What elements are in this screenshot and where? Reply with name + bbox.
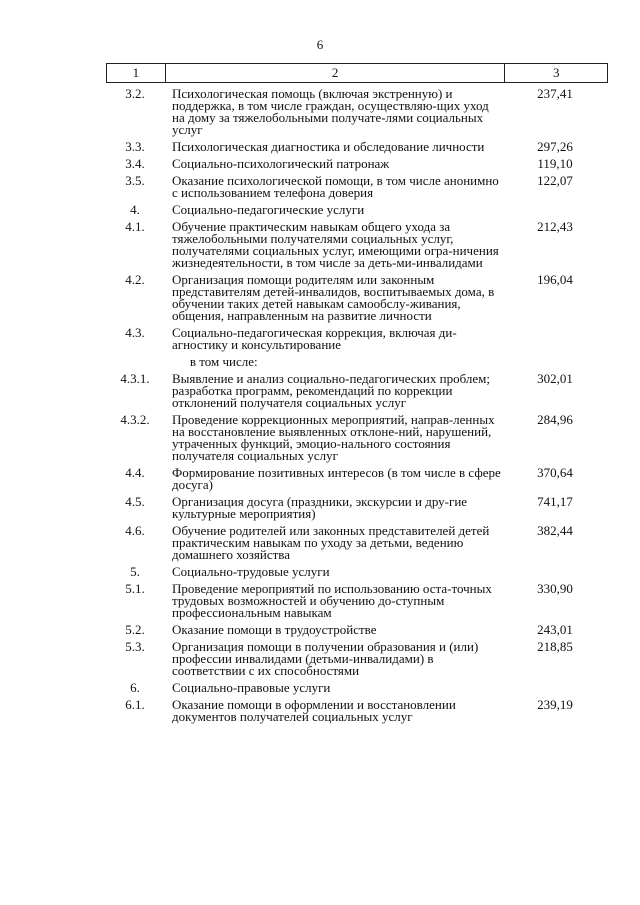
- table-row: [106, 327, 608, 351]
- table-row: [106, 274, 608, 322]
- table-row: [106, 583, 608, 619]
- table-row: [106, 641, 608, 677]
- row-description: в том числе:: [189, 354, 258, 369]
- row-value: [504, 327, 606, 351]
- row-number: 4.6.: [125, 523, 145, 538]
- row-value: 237,41: [537, 86, 573, 101]
- page-number: 6: [316, 37, 324, 52]
- row-value: [504, 566, 606, 578]
- row-description: Выявление и анализ социально-педагогических проблем; разработка программ, рекомендаций по коррекции отклонений получателя социальных услуг: [172, 371, 490, 410]
- table-header: [106, 63, 608, 83]
- row-value: 382,44: [537, 523, 573, 538]
- row-number: 4.5.: [125, 494, 145, 509]
- row-value: 119,10: [537, 156, 573, 171]
- row-number: 4.: [130, 202, 140, 217]
- row-number: 4.2.: [125, 272, 145, 287]
- table-row: [106, 373, 608, 409]
- table-row: [106, 414, 608, 462]
- row-number: 4.3.2.: [120, 412, 150, 427]
- row-number: 5.2.: [125, 622, 145, 637]
- table-row: [106, 356, 608, 368]
- row-value: 330,90: [537, 581, 573, 596]
- table-row: [106, 496, 608, 520]
- row-description: Обучение родителей или законных представителей детей практическим навыкам по уходу за детьми, ведению домашнего хозяйства: [172, 523, 490, 562]
- row-number: 3.3.: [125, 139, 145, 154]
- row-description: Психологическая диагностика и обследование личности: [172, 139, 485, 154]
- row-value: 122,07: [537, 173, 573, 188]
- table-row: [106, 204, 608, 216]
- row-description: Организация досуга (праздники, экскурсии и дру-гие культурные мероприятия): [172, 494, 468, 521]
- row-number: 3.2.: [125, 86, 145, 101]
- table-row: [106, 699, 608, 723]
- row-number: 4.3.: [125, 325, 145, 340]
- row-number: 3.5.: [125, 173, 145, 188]
- header-col-1: 1: [107, 64, 166, 82]
- row-value: [504, 682, 606, 694]
- table-row: [106, 624, 608, 636]
- row-description: Оказание помощи в оформлении и восстановлении документов получателей социальных услуг: [172, 697, 456, 724]
- table-row: [106, 175, 608, 199]
- row-value: 243,01: [537, 622, 573, 637]
- row-description: Социально-трудовые услуги: [172, 564, 330, 579]
- row-number: 5.1.: [125, 581, 145, 596]
- row-value: 218,85: [537, 639, 573, 654]
- row-description: Организация помощи в получении образования и (или) профессии инвалидами (детьми-инвалидами) в соответствии с их способностями: [172, 639, 479, 678]
- row-value: 196,04: [537, 272, 573, 287]
- row-description: Проведение коррекционных мероприятий, направ-ленных на восстановление выявленных отклоне-ний, нарушений, утраченных функций, эмоцио-нального состояния получателя социальных услуг: [172, 412, 495, 463]
- services-table: [106, 63, 608, 723]
- row-description: Оказание помощи в трудоустройстве: [172, 622, 377, 637]
- table-row: [106, 221, 608, 269]
- row-description: Социально-педагогическая коррекция, включая ди-агностику и консультирование: [172, 325, 457, 352]
- row-number: 4.1.: [125, 219, 145, 234]
- row-description: Проведение мероприятий по использованию оста-точных трудовых возможностей и обучению до-ступным профессиональным навыкам: [172, 581, 492, 620]
- row-number: 5.: [130, 564, 140, 579]
- row-value: 297,26: [537, 139, 573, 154]
- row-description: Социально-правовые услуги: [172, 680, 331, 695]
- row-number: 6.1.: [125, 697, 145, 712]
- table-row: [106, 158, 608, 170]
- row-value: 284,96: [537, 412, 573, 427]
- row-description: Организация помощи родителям или законным представителям детей-инвалидов, воспитываемых дома, в обучении таких детей навыкам самообслу-живания, общения, направленным на развитие личности: [172, 272, 495, 323]
- row-value: 239,19: [537, 697, 573, 712]
- table-row: [106, 88, 608, 136]
- header-col-2: 2: [166, 64, 506, 82]
- table-row: [106, 566, 608, 578]
- table-body: [106, 88, 608, 723]
- row-description: Социально-педагогические услуги: [172, 202, 365, 217]
- header-col-3: 3: [552, 65, 560, 80]
- row-value: 302,01: [537, 371, 573, 386]
- row-number: 6.: [130, 680, 140, 695]
- row-number: 4.3.1.: [120, 371, 150, 386]
- row-description: Психологическая помощь (включая экстренную) и поддержка, в том числе граждан, осуществляю-щих уход на дому за тяжелобольными получате-лями социальных услуг: [172, 86, 489, 137]
- row-description: Формирование позитивных интересов (в том числе в сфере досуга): [172, 465, 501, 492]
- row-number: 3.4.: [125, 156, 145, 171]
- table-row: [106, 467, 608, 491]
- row-number: 5.3.: [125, 639, 145, 654]
- table-row: [106, 682, 608, 694]
- row-value: 212,43: [537, 219, 573, 234]
- row-value: 741,17: [537, 494, 573, 509]
- table-row: [106, 525, 608, 561]
- row-number: [106, 356, 162, 368]
- row-value: [504, 204, 606, 216]
- row-value: 370,64: [537, 465, 573, 480]
- row-description: Обучение практическим навыкам общего ухода за тяжелобольными получателями социальных услуг, получателями социальных услуг, имеющими огра-ничения жизнедеятельности, в том числе за деть-ми-инвалидами: [172, 219, 499, 270]
- row-value: [510, 356, 608, 368]
- table-row: [106, 141, 608, 153]
- row-number: 4.4.: [125, 465, 145, 480]
- row-description: Оказание психологической помощи, в том числе анонимно с использованием телефона доверия: [172, 173, 499, 200]
- row-description: Социально-психологический патронаж: [172, 156, 390, 171]
